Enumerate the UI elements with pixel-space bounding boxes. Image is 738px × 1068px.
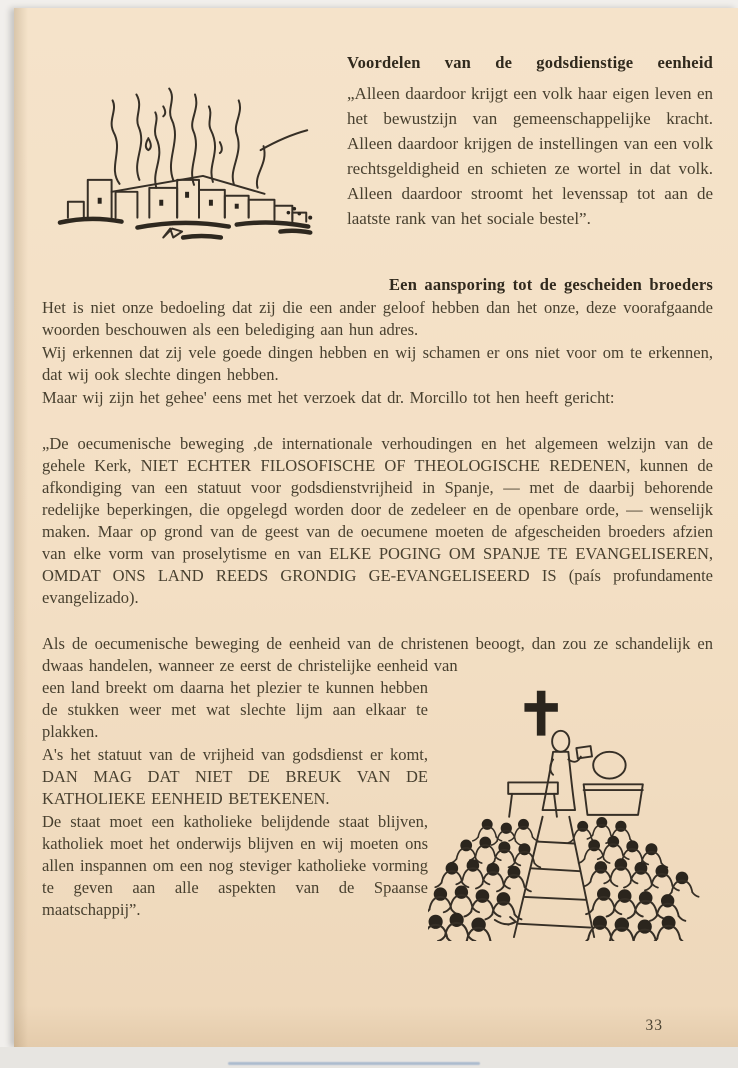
closing-paragraph-1: een land breekt om daarna het plezier te kunnen hebben de stukken weer met wat slechte lijm aan elkaar te plakken. (42, 678, 428, 741)
book-page (14, 8, 738, 1047)
advantages-quote: „Alleen daardoor krijgt een volk haar eigen leven en het bewustzijn van gemeenschappelijke kracht. Alleen daardoor krijgen de instellingen van een volk rechtsgeldigheid en schieten ze wortel in dat volk. Alleen daardoor stroomt het levenssap tot aan de laatste rank van het sociale bestel”. (347, 84, 713, 228)
exhortation-paragraph-3: Maar wij zijn het gehee' eens met het verzoek dat dr. Morcillo tot hen heeft gericht: (42, 388, 615, 407)
scanner-backdrop (0, 1047, 738, 1068)
advantages-block (347, 52, 713, 255)
closing-paragraph-3: De staat moet een katholieke belijdende staat blijven, katholiek moet het onderwijs blijven en wij moeten ons allen inspannen om een nog steviger katholieke vorming te geven aan alle aspekten van de Spaanse maatschappij”. (42, 812, 428, 919)
burning-town-sketch-icon (54, 80, 342, 250)
closing-columns (42, 677, 713, 941)
burning-town-illustration (42, 52, 347, 255)
scan-smudge (228, 1062, 480, 1065)
closing-intro: Als de oecumenische beweging de eenheid van de christenen beoogt, dan zou ze schandelijk en dwaas handelen, wanneer ze eerst de christelijke eenheid van (42, 634, 713, 675)
exhortation-paragraph-2: Wij erkennen dat zij vele goede dingen hebben en wij schamen er ons niet voor om te erkennen, dat wij ook slechte dingen hebben. (42, 343, 713, 384)
congregation-illustration (428, 677, 724, 941)
page-content (14, 8, 738, 1047)
closing-text-column (42, 677, 428, 941)
exhortation-heading: Een aansporing tot de gescheiden broeders (388, 275, 713, 294)
exhortation-paragraph-1: Het is niet onze bedoeling dat zij die een ander geloof hebben dan het onze, deze voorafgaande woorden beschouwen als een belediging aan hun adres. (42, 298, 713, 339)
priest-and-congregation-sketch-icon (428, 683, 724, 941)
top-section (42, 52, 713, 255)
page-number: 33 (645, 1017, 663, 1034)
closing-paragraph-2: A's het statuut van de vrijheid van godsdienst er komt, DAN MAG DAT NIET DE BREUK VAN DE KATHOLIEKE EENHEID BETEKENEN. (42, 745, 428, 808)
morcillo-quote: „De oecumenische beweging ,de internationale verhoudingen en het algemeen welzijn van de gehele Kerk, NIET ECHTER FILOSOFISCHE OF THEOLOGISCHE REDENEN, kunnen de afkondiging van een statuut voor godsdienstvrijheid in Spanje, — met de daarbij behorende redelijke beperkingen, die opgelegd worden door de zedeleer en de openbare orde, — wenselijk maken. Maar op grond van de geest van de oecumene moeten de afgescheiden broeders afzien van elke vorm van proselytisme en van ELKE POGING OM SPANJE TE EVANGELISEREN, OMDAT ONS LAND REEDS GRONDIG GE-EVANGELISEERD IS (país profundamente evangelizado). (42, 434, 713, 607)
advantages-heading: Voordelen van de godsdienstige eenheid (347, 53, 713, 72)
